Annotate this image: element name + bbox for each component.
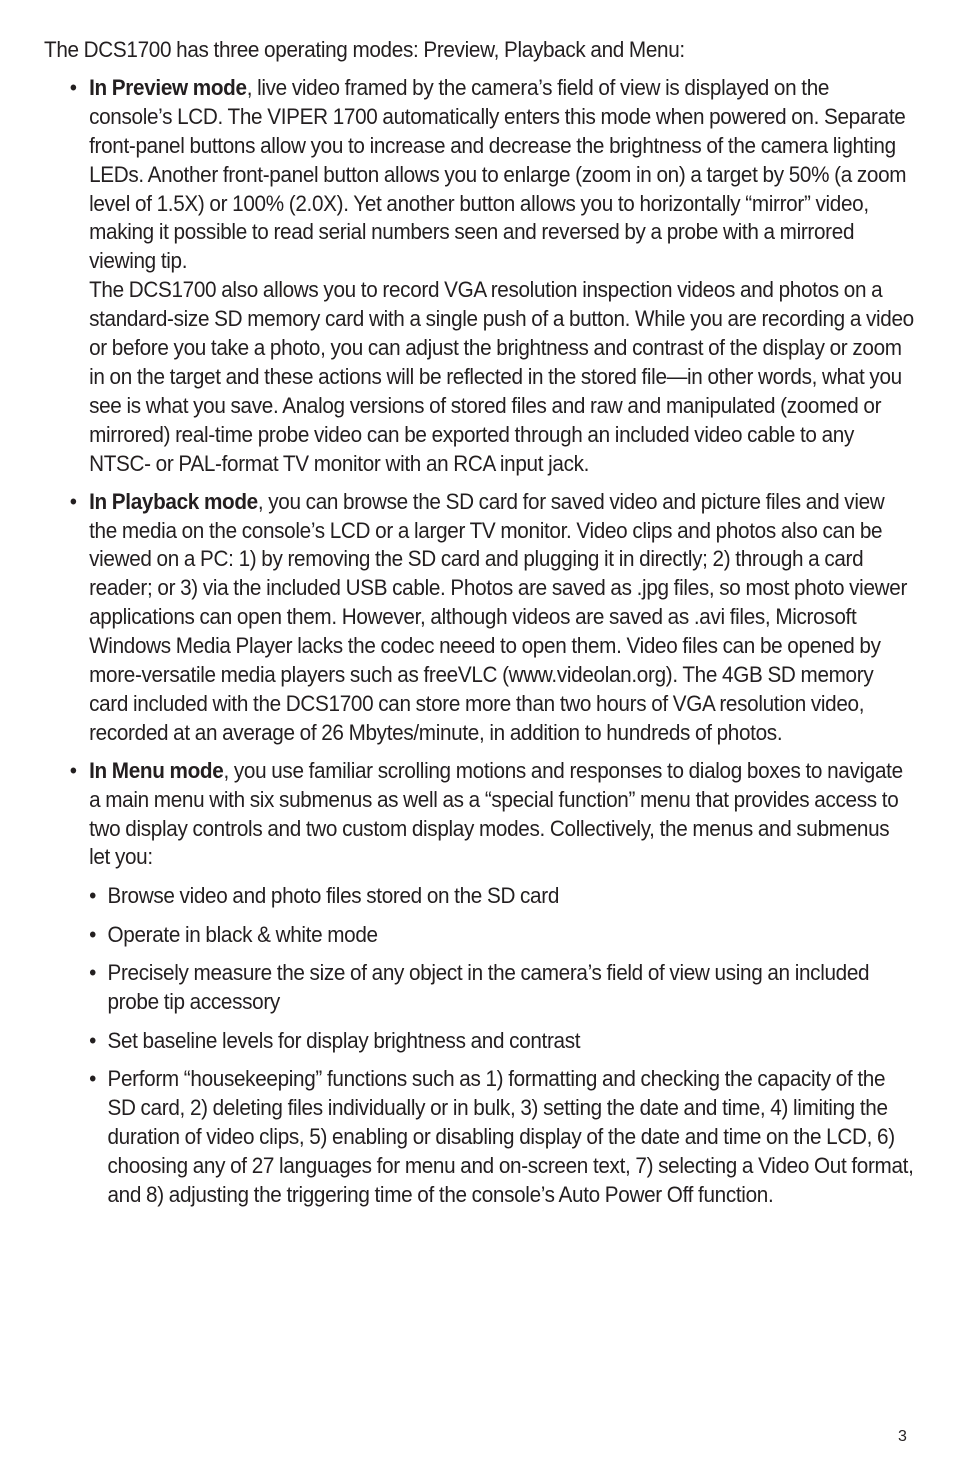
bullet-icon: • [69,757,77,783]
page-number: 3 [898,1428,907,1445]
menu-capabilities-list [89,882,914,1209]
bullet-icon: • [89,960,97,986]
mode-item-preview [44,74,914,479]
mode-item-playback [44,488,914,748]
capability-item [89,882,914,911]
operating-modes-list [44,74,914,1210]
mode-description: , you use familiar scrolling motions and responses to dialog boxes to navigate a main menu with six submenus as well as a “special function” menu that provides access to two display controls and two custom display modes. Collectively, the menus and submenus let you: [89,757,903,870]
mode-name: In Menu mode [89,757,224,783]
intro-paragraph: The DCS1700 has three operating modes: Preview, Playback and Menu: [44,37,685,62]
capability-item [89,959,914,1017]
mode-name: In Preview mode [89,74,247,100]
mode-description: , you can browse the SD card for saved video and picture files and view the media on the console’s LCD or a larger TV monitor. Video clips and photos also can be viewed on a PC: 1) by removing the SD card and plugging it in directly; 2) through a card reader; or 3) via the included USB cable. Photos are saved as .jpg files, so most photo viewer applications can open them. However, although videos are saved as .avi files, Microsoft Windows Media Player lacks the codec neeed to open them. Video files can be opened by more-versatile media players such as freeVLC (www.videolan.org). The 4GB SD memory card included with the DCS1700 can store more than two hours of VGA resolution video, recorded at an average of 26 Mbytes/minute, in addition to hundreds of photos. [89,488,908,745]
bullet-icon: • [69,488,77,514]
capability-text: Operate in black & white mode [107,921,378,947]
capability-text: Set baseline levels for display brightness and contrast [107,1027,581,1053]
document-page [44,36,914,1219]
bullet-icon: • [89,921,97,947]
capability-item [89,921,914,950]
mode-description: , live video framed by the camera’s field of view is displayed on the console’s LCD. The VIPER 1700 automatically enters this mode when powered on. Separate front-panel buttons allow you to increase and decrease the brightness of the camera lighting LEDs. Another front-panel button allows you to enlarge (zoom in on) a target by 50% (a zoom level of 1.5X) or 100% (2.0X). Yet another button allows you to horizontally “mirror” video, making it possible to read serial numbers seen and reversed by a probe with a mirrored viewing tip. [89,74,907,274]
capability-text: Browse video and photo files stored on the SD card [107,883,560,909]
capability-text: Precisely measure the size of any object in the camera’s field of view using an included probe tip accessory [107,960,870,1015]
mode-paragraph [89,488,914,748]
mode-name: In Playback mode [89,488,258,514]
capability-text: Perform “housekeeping” functions such as 1) formatting and checking the capacity of the SD card, 2) deleting files individually or in bulk, 3) setting the date and time, 4) limiting the duration of video clips, 5) enabling or disabling display of the date and time on the LCD, 6) choosing any of 27 languages for menu and on-screen text, 7) selecting a Video Out format, and 8) adjusting the triggering time of the console’s Auto Power Off function. [107,1065,914,1207]
capability-item [89,1027,914,1056]
mode-paragraph-continued: The DCS1700 also allows you to record VGA resolution inspection videos and photos on a standard-size SD memory card with a single push of a button. While you are recording a video or before you take a photo, you can adjust the brightness and contrast of the display or zoom in on the target and these actions will be reflected in the stored file—in other words, what you see is what you save. Analog versions of stored files and raw and manipulated (zoomed or mirrored) real-time probe video can be exported through an included video cable to any NTSC- or PAL-format TV monitor with an RCA input jack. [89,277,914,476]
mode-paragraph [89,757,914,873]
bullet-icon: • [69,74,77,100]
bullet-icon: • [89,883,97,909]
mode-paragraph [89,74,914,276]
bullet-icon: • [89,1065,97,1091]
bullet-icon: • [89,1027,97,1053]
mode-item-menu [44,757,914,1210]
capability-item [89,1065,914,1210]
